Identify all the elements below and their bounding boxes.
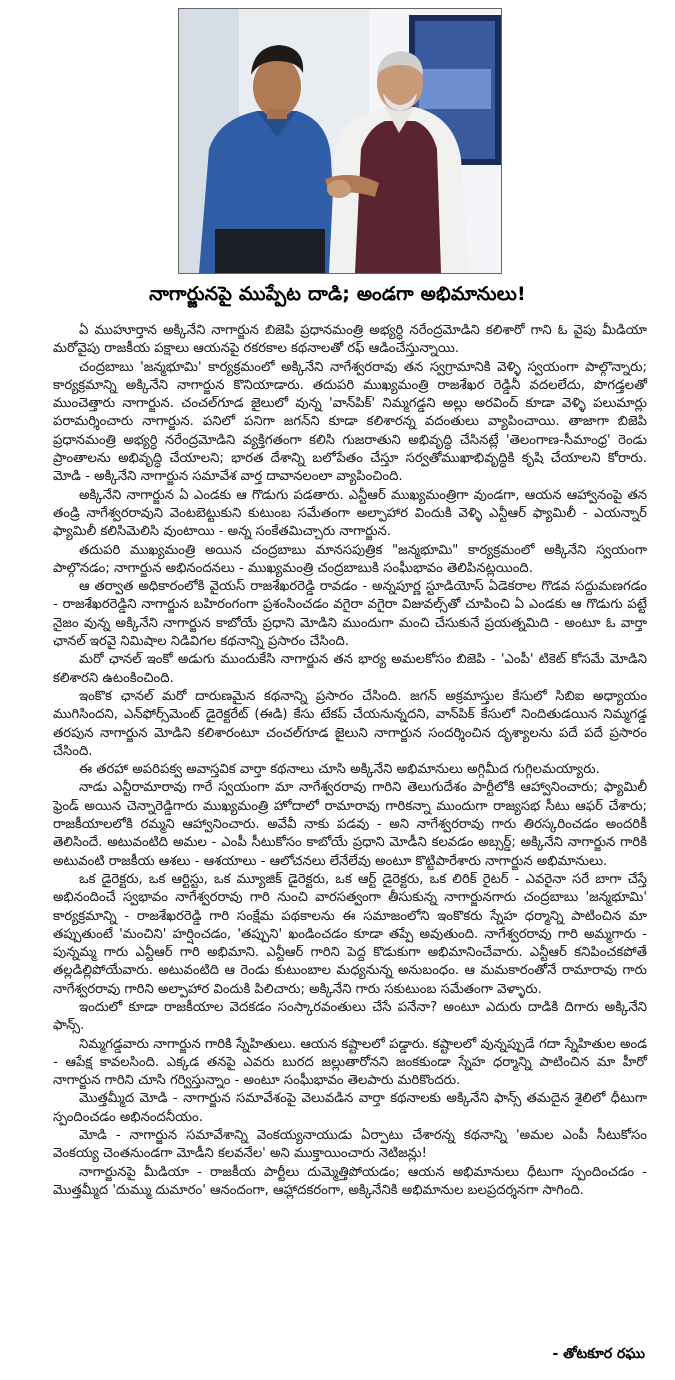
article-paragraph: ఏ ముహూర్తాన అక్కినేని నాగార్జున బిజెపి ప్రధానమంత్రి అభ్యర్ధి నరేంద్రమోడిని కలిశారో గాని ఓ వైపు మీడియా మరోవైపు రాజకీయ పక్షాలు ఆయనపై రకరకాల కథనాలతో రఫ్ ఆడించేస్తున్నాయి.: [53, 323, 647, 357]
article-body: [53, 322, 647, 1200]
article-paragraph: మోడి - నాగార్జున సమావేశాన్ని వెంకయ్యనాయుడు ఏర్పాటు చేశారన్న కథనాన్ని 'అమల ఎంపీ సీటుకోసం వెంకయ్య చెంతనుండగా మోడీని కలవనేల' అని ముక్తాయించారు నెటిజన్లు!: [53, 1128, 647, 1162]
article-byline: - తోటకూర రఘు: [552, 1346, 645, 1362]
article-paragraph: అక్కినేని నాగార్జున ఏ ఎండకు ఆ గొడుగు పడతారు. ఎన్టీఆర్ ముఖ్యమంత్రిగా వుండగా, ఆయన ఆహ్వానంపై తన తండ్రి నాగేశ్వరరావుని వెంటబెట్టుకుని కుటుంబ సమేతంగా అల్పాహార విందుకి వెళ్ళి ఎన్టీఆర్ ఫ్యామిలీ - ఎయన్నార్ ఫ్యామిలీ కలిసిమెలిసి వుంటాయి - అన్న సంకేతమిచ్చారు నాగార్జున.: [53, 487, 647, 540]
article-headline: నాగార్జునపై ముప్పేట దాడి; అండగా అభిమానులు!: [149, 283, 526, 305]
article-paragraph: నిమ్మగడ్డవారు నాగార్జున గారికి స్నేహితులు. ఆయన కష్టాలలో పడ్డారు. కష్టాలలో వున్నప్పుడే గదా స్నేహితుల అండ - ఆపేక్ష కావలసింది. ఎక్కడ తనపై ఎవరు బురద జల్లుతారోనని జంకకుండా స్నేహ ధర్మాన్ని పాటించిన మా హీరో నాగార్జున గారిని చూసి గర్విస్తున్నాం - అంటూ సంఘీభావం తెలపారు మరికొందరు.: [53, 1036, 647, 1089]
article-paragraph: ఆ తర్వాత అధికారంలోకి వైయస్ రాజశేఖరరెడ్డి రావడం - అన్నపూర్ణ స్టూడియోస్ ఏడెకరాల గొడవ సద్దుమణగడం - రాజశేఖరరెడ్డిని నాగార్జున బహిరంగంగా ప్రశంసించడం వగైరా వగైరా విజువల్స్‌తో చూపించి ఏ ఎండకు ఆ గొడుగు పట్టే నైజం వున్న అక్కినేని నాగార్జున కాబోయే ప్రధాని మోడిని ముందుగా మంచి చేసుకునే ప్రయత్నమిది - అంటూ ఓ వార్తా ఛానల్ ఇరవై నిమిషాల నిడివిగల కథనాన్ని ప్రసారం చేసింది.: [53, 579, 647, 650]
article-paragraph: నాడు ఎన్టీరామారావు గారే స్వయంగా మా నాగేశ్వరరావు గారిని తెలుగుదేశం పార్టీలోకి ఆహ్వానించారు; ఫ్యామిలీ ఫ్రెండ్ అయిన చెన్నారెడ్డిగారు ముఖ్యమంత్రి హోదాలో రామారావు గారికన్నా ముందుగా రాజ్యసభ సీటు ఆఫర్ చేశారు; రాజకీయాలలోకి రమ్మని ఆహ్వానించారు. అవేవీ నాకు పడవు - అని నాగేశ్వరరావు గారు తిరస్కరించడం అందరికీ తెలిసిందే. అటువంటిది అమల - ఎంపీ సీటుకోసం కాబోయే ప్రధాని మోడీని కలవడం అబ్సర్డ్; అక్కినేని నాగార్జున గారికి అటువంటి రాజకీయ ఆశలు - ఆశయాలు - ఆలోచనలు లేనేలేవు అంటూ కొట్టిపారేశారు నాగార్జున అభిమానులు.: [53, 780, 647, 869]
article-photo: [178, 8, 502, 274]
article-paragraph: నాగార్జునపై మీడియా - రాజకీయ పార్టీలు దుమ్మెత్తిపోయడం; ఆయన అభిమానులు ధీటుగా స్పందించడం - మొత్తమ్మీద 'దుమ్ము దుమారం' ఆనందంగా, ఆహ్లాదకరంగా, అక్కినేనికి అభిమానుల బలప్రదర్శనగా సాగింది.: [53, 1164, 647, 1198]
article-paragraph: ఇంకొక ఛానల్ మరో దారుణమైన కథనాన్ని ప్రసారం చేసింది. జగన్ అక్రమాస్తుల కేసులో సిబిఐ అధ్యాయం ముగిసిందని, ఎన్‌ఫోర్స్‌మెంట్ డైరెక్టరేట్ (ఈడి) కేసు టేకప్ చేయనున్నదని, వాన్‌పిక్ కేసులో నిందితుడయిన నిమ్మగడ్డ తరపున నాగార్జున మోడిని కలిశారంటూ చంచల్‌గూడ జైలుని నాగార్జున సందర్శించిన దృశ్యాలను పదే పదే ప్రసారం చేసింది.: [53, 688, 647, 759]
article-paragraph: ఈ తరహా అపరిపక్వ అవాస్తవిక వార్తా కథనాలు చూసి అక్కినేని అభిమానులు అగ్గిమీద గుగ్గిలమయ్యారు.: [79, 762, 600, 778]
article-paragraph: మొత్తమ్మీద మోడి - నాగార్జున సమావేశంపై వెలువడిన వార్తా కథనాలకు అక్కినేని ఫాన్స్ తమదైన శైలిలో ధీటుగా స్పందించడం అభినందనీయం.: [53, 1091, 647, 1125]
article-paragraph: తదుపరి ముఖ్యమంత్రి అయిన చంద్రబాబు మానసపుత్రిక "జన్మభూమి" కార్యక్రమంలో అక్కినేని స్వయంగా పాల్గొనడం; నాగార్జున అభినందనలు - ముఖ్యమంత్రి చంద్రబాబుకి సంఘీభావం తెలిపినట్లయింది.: [53, 542, 647, 576]
article-paragraph: మరో ఛానల్ ఇంకో అడుగు ముందుకేసి నాగార్జున తన భార్య అమలకోసం బిజెపి - 'ఎంపీ' టికెట్ కోసమే మోడిని కలిశారని ఉటంకించింది.: [53, 652, 647, 686]
article-paragraph: ఇందులో కూడా రాజకీయాల వెదకడం సంస్కారవంతులు చేసే పనేనా? అంటూ ఎదురు దాడికి దిగారు అక్కినేని ఫాన్స్.: [53, 999, 647, 1034]
article-paragraph: చంద్రబాబు 'జన్మభూమి' కార్యక్రమంలో అక్కినేని నాగేశ్వరరావు తన స్వగ్రామానికి వెళ్ళి స్వయంగా పాల్గొన్నారు; కార్యక్రమాన్ని అక్కినేని నాగార్జున కొనియాడారు. తదుపరి ముఖ్యమంత్రి రాజశేఖర రెడ్డినీ వదలలేదు, పొగడ్తలతో ముంచెత్తారు నాగార్జున. చంచల్‌గూడ జైలులో వున్న 'వాన్‌పిక్' నిమ్మగడ్డని అల్లు అరవింద్ కూడా వెళ్ళి పలుమార్లు పరామర్శించారు నాగార్జున. పనిలో పనిగా జగన్‌ని కూడా కలిశారన్న వదంతులు వ్యాపించాయి. తాజాగా బిజెపి ప్రధానమంత్రి అభ్యర్ధి నరేంద్రమోడిని వ్యక్తిగతంగా కలిసి గుజరాతుని అభివృద్ధి చేసినట్లే 'తెలంగాణ-సీమాంధ్ర' రెండు ప్రాంతాలను అభివృద్ధి చేయాలని; భారత దేశాన్ని బలోపేతం చేస్తూ సర్వతోముఖాభివృద్ధికి కృషి చేయాలని కోరారు. మోడి - అక్కినేని నాగార్జున సమావేశ వార్త దావానలంలా వ్యాపించింది.: [53, 359, 647, 485]
article-paragraph: ఒక డైరెక్టరు, ఒక ఆర్టిస్టు, ఒక మ్యూజిక్ డైరెక్టరు, ఒక ఆర్ట్ డైరెక్టరు, ఒక లిరిక్ రైటర్ - ఎవరైనా సరే బాగా చేస్తే అభినందించే స్వభావం నాగేశ్వరరావు గారి నుంచి వారసత్వంగా తీసుకున్న నాగార్జునగారు చంద్రబాబు 'జన్మభూమి' కార్యక్రమాన్ని - రాజశేఖరరెడ్డి గారి సంక్షేమ పథకాలను ఈ సమాజంలోని ఇంకొకరు స్నేహ ధర్మాన్ని పాటించిన మా తప్పుతుంటే 'మంచిని' హర్షించడం, 'తప్పుని' ఖండించడం కూడా తప్పే అవుతుంది. నాగేశ్వరరావు గారి అమ్మగారు - పున్నమ్మ గారు ఎన్టీఆర్ గారి అభిమాని. ఎన్టీఆర్ గారిని పెద్ద కొడుకుగా అభిమానించేవారు. ఎన్టీఆర్ కనిపించకపోతే తల్లడిల్లిపోయేవారు. అటువంటిది ఆ రెండు కుటుంబాల మధ్యనున్న అనుబంధం. ఆ మమకారంతోనే రామారావు గారు నాగేశ్వరరావు గారిని అల్పాహార విందుకి పిలిచారు; అక్కినేని గారు సకుటుంబ సమేతంగా వెళ్ళారు.: [53, 871, 647, 997]
